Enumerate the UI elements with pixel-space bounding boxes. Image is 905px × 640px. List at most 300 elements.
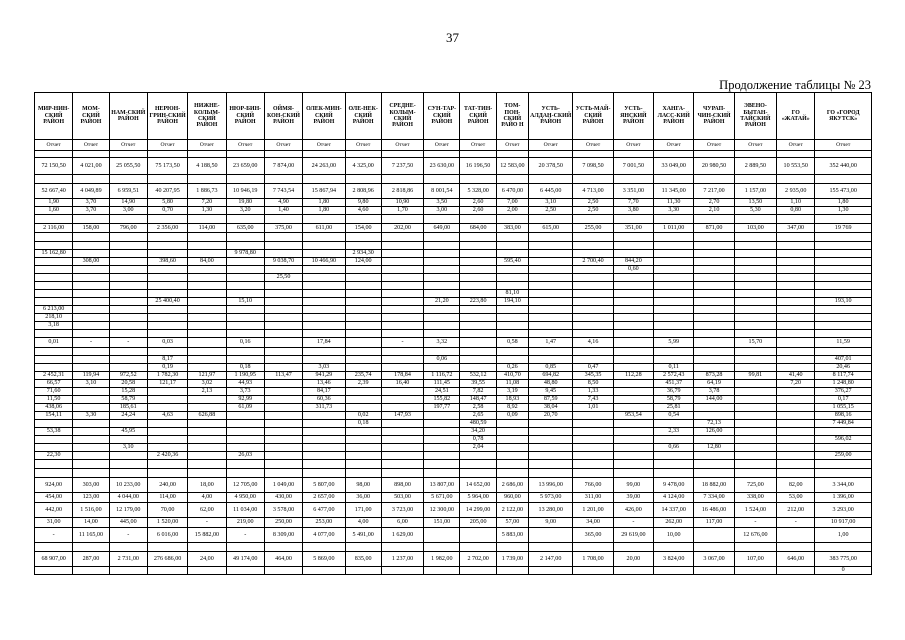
table-cell <box>460 452 496 460</box>
table-cell: 3 293,00 <box>815 503 872 518</box>
table-cell: 2 116,00 <box>35 224 73 233</box>
table-cell: 1 396,00 <box>815 493 872 503</box>
table-cell <box>424 460 460 469</box>
table-cell: 68 907,00 <box>35 552 73 567</box>
table-cell <box>654 452 694 460</box>
table-cell: 23 630,00 <box>424 158 460 175</box>
table-cell <box>109 452 147 460</box>
table-cell: 1 782,30 <box>147 372 187 380</box>
table-cell <box>777 151 815 158</box>
table-cell <box>303 348 345 356</box>
table-cell: 2,10 <box>694 207 734 215</box>
table-cell <box>381 452 423 460</box>
table-cell: 155,82 <box>424 396 460 404</box>
table-cell <box>73 266 109 274</box>
table-cell <box>460 567 496 575</box>
table-cell <box>264 420 302 428</box>
table-cell: 953,54 <box>613 412 653 420</box>
table-cell: 2 935,00 <box>777 184 815 199</box>
table-cell <box>496 314 528 322</box>
table-cell <box>734 175 776 184</box>
column-subheader: Отчет <box>460 140 496 151</box>
table-cell <box>654 151 694 158</box>
table-cell: 84,00 <box>188 258 226 266</box>
column-subheader: Отчет <box>226 140 264 151</box>
table-cell <box>654 282 694 290</box>
table-cell: 3,00 <box>109 207 147 215</box>
table-cell <box>529 151 573 158</box>
table-cell <box>381 274 423 282</box>
table-cell: 4 049,89 <box>73 184 109 199</box>
table-cell: 7,82 <box>460 388 496 396</box>
table-cell: 1,00 <box>815 528 872 543</box>
table-cell <box>496 233 528 242</box>
table-cell <box>460 469 496 478</box>
table-cell: 235,74 <box>345 372 381 380</box>
table-cell: 12 705,00 <box>226 478 264 493</box>
table-cell <box>777 348 815 356</box>
table-row <box>35 242 872 250</box>
table-cell: 972,52 <box>109 372 147 380</box>
table-cell <box>694 242 734 250</box>
table-cell: 9 478,00 <box>654 478 694 493</box>
table-row <box>35 233 872 242</box>
table-cell <box>815 348 872 356</box>
table-cell <box>109 215 147 224</box>
table-cell <box>109 274 147 282</box>
table-cell: 766,00 <box>573 478 613 493</box>
table-cell: 338,00 <box>734 493 776 503</box>
table-cell: 262,00 <box>654 518 694 528</box>
table-cell <box>109 151 147 158</box>
table-cell <box>573 420 613 428</box>
table-cell: 20,46 <box>815 364 872 372</box>
table-cell: 20,00 <box>613 552 653 567</box>
column-subheader: Отчет <box>496 140 528 151</box>
table-cell <box>460 356 496 364</box>
table-cell <box>264 330 302 338</box>
table-cell <box>460 233 496 242</box>
column-header: МИР-НИН-СКИЙ РАЙОН <box>35 93 73 140</box>
table-cell <box>345 460 381 469</box>
table-cell: 2 572,43 <box>654 372 694 380</box>
table-cell: 114,00 <box>188 224 226 233</box>
table-row <box>35 518 872 528</box>
table-cell <box>734 290 776 298</box>
table-cell <box>815 460 872 469</box>
table-cell: 6 445,00 <box>529 184 573 199</box>
table-cell <box>424 215 460 224</box>
table-cell <box>573 428 613 436</box>
table-cell <box>264 469 302 478</box>
table-cell <box>109 314 147 322</box>
table-cell <box>496 306 528 314</box>
table-cell: - <box>73 338 109 348</box>
table-cell <box>109 290 147 298</box>
table-cell <box>529 436 573 444</box>
table-cell <box>496 428 528 436</box>
table-cell <box>264 306 302 314</box>
table-cell <box>188 436 226 444</box>
table-cell <box>264 298 302 306</box>
table-cell <box>35 242 73 250</box>
table-cell <box>381 567 423 575</box>
table-cell: 22,30 <box>35 452 73 460</box>
table-cell: 49 174,00 <box>226 552 264 567</box>
table-cell <box>226 444 264 452</box>
table-cell <box>35 567 73 575</box>
table-cell <box>654 460 694 469</box>
table-cell: 0,16 <box>226 338 264 348</box>
table-cell: 2,65 <box>460 412 496 420</box>
table-cell: 1,40 <box>264 207 302 215</box>
table-cell <box>345 290 381 298</box>
table-cell: 383 775,00 <box>815 552 872 567</box>
table-cell <box>694 322 734 330</box>
table-cell <box>815 274 872 282</box>
table-cell <box>529 215 573 224</box>
table-cell <box>777 298 815 306</box>
table-cell <box>109 356 147 364</box>
table-cell: 5 807,00 <box>303 478 345 493</box>
table-cell: 1 011,00 <box>654 224 694 233</box>
table-cell <box>109 460 147 469</box>
table-cell <box>264 428 302 436</box>
table-cell: 365,00 <box>573 528 613 543</box>
table-cell: 0,85 <box>529 364 573 372</box>
table-cell <box>734 543 776 552</box>
table-cell: 5 973,00 <box>529 493 573 503</box>
table-cell <box>613 436 653 444</box>
table-cell: 0,11 <box>654 364 694 372</box>
table-cell <box>303 330 345 338</box>
table-cell <box>529 528 573 543</box>
table-cell <box>734 298 776 306</box>
table-cell <box>815 242 872 250</box>
table-cell: 53,00 <box>777 493 815 503</box>
table-row <box>35 364 872 372</box>
table-cell: 25,50 <box>264 274 302 282</box>
table-cell <box>303 151 345 158</box>
table-cell <box>777 388 815 396</box>
subheader-row <box>35 140 872 151</box>
table-cell: 155 473,00 <box>815 184 872 199</box>
table-cell <box>573 436 613 444</box>
table-row <box>35 348 872 356</box>
table-cell <box>529 428 573 436</box>
table-row <box>35 338 872 348</box>
table-cell: 10 233,00 <box>109 478 147 493</box>
table-cell <box>35 258 73 266</box>
table-cell <box>73 314 109 322</box>
table-cell <box>345 388 381 396</box>
table-cell <box>777 452 815 460</box>
table-cell <box>777 528 815 543</box>
table-cell: 451,37 <box>654 380 694 388</box>
table-cell: 114,00 <box>147 493 187 503</box>
table-cell <box>188 543 226 552</box>
table-cell: 2 686,00 <box>496 478 528 493</box>
table-cell <box>303 298 345 306</box>
table-cell <box>424 330 460 338</box>
table-row <box>35 290 872 298</box>
table-cell <box>73 250 109 258</box>
table-cell <box>734 242 776 250</box>
table-row <box>35 314 872 322</box>
table-cell: 16 486,00 <box>694 503 734 518</box>
table-cell: 11 345,00 <box>654 184 694 199</box>
table-cell: 398,60 <box>147 258 187 266</box>
table-cell: 2,00 <box>496 207 528 215</box>
table-cell: 3 723,00 <box>381 503 423 518</box>
table-cell <box>654 274 694 282</box>
table-cell: 9,00 <box>529 518 573 528</box>
column-subheader: Отчет <box>345 140 381 151</box>
table-cell <box>573 290 613 298</box>
table-cell: 12 300,00 <box>424 503 460 518</box>
table-cell: 1 116,72 <box>424 372 460 380</box>
table-cell: 87,59 <box>529 396 573 404</box>
table-cell: - <box>109 338 147 348</box>
column-subheader: Отчет <box>424 140 460 151</box>
table-cell <box>573 233 613 242</box>
table-cell: 626,88 <box>188 412 226 420</box>
table-row <box>35 452 872 460</box>
table-cell <box>188 338 226 348</box>
table-row <box>35 436 872 444</box>
table-cell <box>460 338 496 348</box>
table-cell: 15 882,00 <box>188 528 226 543</box>
table-cell <box>147 460 187 469</box>
table-cell: 835,00 <box>345 552 381 567</box>
table-cell: 2,39 <box>345 380 381 388</box>
table-cell <box>264 175 302 184</box>
table-cell <box>734 452 776 460</box>
table-cell <box>496 274 528 282</box>
table-cell: 13 996,00 <box>529 478 573 493</box>
table-cell <box>529 444 573 452</box>
table-cell <box>226 543 264 552</box>
table-cell: 532,12 <box>460 372 496 380</box>
table-cell: 6 470,00 <box>496 184 528 199</box>
table-cell <box>613 380 653 388</box>
table-cell <box>264 452 302 460</box>
table-cell: 480,59 <box>460 420 496 428</box>
column-subheader: Отчет <box>613 140 653 151</box>
table-cell: 844,20 <box>613 258 653 266</box>
table-cell <box>345 306 381 314</box>
table-cell <box>734 282 776 290</box>
table-cell: 12 676,00 <box>734 528 776 543</box>
table-cell <box>694 258 734 266</box>
table-cell: 3,10 <box>529 199 573 207</box>
table-cell <box>147 543 187 552</box>
table-cell <box>496 250 528 258</box>
table-cell <box>188 452 226 460</box>
table-cell <box>73 306 109 314</box>
table-cell: 5 869,00 <box>303 552 345 567</box>
table-cell: 21,20 <box>424 298 460 306</box>
table-cell <box>381 348 423 356</box>
table-cell: 287,00 <box>73 552 109 567</box>
table-cell <box>345 274 381 282</box>
table-cell: 2 122,00 <box>496 503 528 518</box>
table-cell <box>35 420 73 428</box>
table-cell <box>264 460 302 469</box>
table-cell: 1 157,00 <box>734 184 776 199</box>
table-cell: 0,06 <box>424 356 460 364</box>
table-cell <box>424 266 460 274</box>
table-cell <box>694 266 734 274</box>
table-cell <box>424 314 460 322</box>
table-cell <box>496 444 528 452</box>
table-cell <box>529 290 573 298</box>
table-row <box>35 151 872 158</box>
table-cell <box>381 420 423 428</box>
table-cell <box>73 330 109 338</box>
column-subheader: Отчет <box>694 140 734 151</box>
table-cell: 694,82 <box>529 372 573 380</box>
table-cell <box>147 322 187 330</box>
column-header: ОЙМЯ-КОН-СКИЙ РАЙОН <box>264 93 302 140</box>
column-header: ЭВЕНО-БЫТАН-ТАЙСКИЙ РАЙОН <box>734 93 776 140</box>
table-cell <box>613 306 653 314</box>
table-cell <box>613 420 653 428</box>
table-cell <box>573 151 613 158</box>
table-cell <box>777 258 815 266</box>
table-cell <box>424 233 460 242</box>
table-cell <box>264 348 302 356</box>
table-cell <box>109 258 147 266</box>
table-cell <box>345 266 381 274</box>
table-cell: 2 452,31 <box>35 372 73 380</box>
table-cell: 154,11 <box>35 412 73 420</box>
table-cell <box>734 233 776 242</box>
table-cell: 1,33 <box>573 388 613 396</box>
table-cell: 11,08 <box>496 380 528 388</box>
table-cell: 2 700,40 <box>573 258 613 266</box>
table-cell <box>694 306 734 314</box>
table-cell: 2 808,96 <box>345 184 381 199</box>
table-row <box>35 567 872 575</box>
table-cell <box>777 242 815 250</box>
table-cell <box>381 151 423 158</box>
table-cell <box>109 233 147 242</box>
table-row <box>35 380 872 388</box>
table-cell: 1 739,00 <box>496 552 528 567</box>
table-cell <box>613 396 653 404</box>
table-cell: 1,30 <box>188 207 226 215</box>
column-subheader: Отчет <box>734 140 776 151</box>
table-cell: 4 124,00 <box>654 493 694 503</box>
table-cell: 15,70 <box>734 338 776 348</box>
table-cell: 81,10 <box>496 290 528 298</box>
table-cell: 151,00 <box>424 518 460 528</box>
table-row <box>35 478 872 493</box>
table-cell: 960,00 <box>496 493 528 503</box>
table-cell: 351,00 <box>613 224 653 233</box>
table-cell <box>777 404 815 412</box>
table-cell <box>496 436 528 444</box>
table-cell: 18,93 <box>496 396 528 404</box>
table-cell <box>303 356 345 364</box>
table-cell <box>345 322 381 330</box>
table-cell: 646,00 <box>777 552 815 567</box>
table-cell: 75 173,50 <box>147 158 187 175</box>
table-row <box>35 215 872 224</box>
table-cell: 11 165,00 <box>73 528 109 543</box>
table-cell <box>654 298 694 306</box>
table-cell: 0,60 <box>613 266 653 274</box>
table-cell <box>496 282 528 290</box>
table-cell: 5,30 <box>734 207 776 215</box>
table-cell <box>303 460 345 469</box>
table-cell <box>109 436 147 444</box>
table-cell <box>815 266 872 274</box>
table-cell <box>613 428 653 436</box>
table-cell: 308,00 <box>73 258 109 266</box>
table-cell: 9 038,70 <box>264 258 302 266</box>
table-cell: 92,99 <box>226 396 264 404</box>
table-cell <box>734 364 776 372</box>
table-cell <box>345 348 381 356</box>
table-cell <box>147 436 187 444</box>
table-cell: 3,70 <box>73 199 109 207</box>
table-cell <box>35 215 73 224</box>
table-cell <box>147 404 187 412</box>
table-cell <box>694 404 734 412</box>
table-cell <box>613 460 653 469</box>
table-cell <box>226 306 264 314</box>
table-cell <box>147 274 187 282</box>
table-cell <box>381 543 423 552</box>
table-cell <box>35 175 73 184</box>
table-cell <box>109 306 147 314</box>
table-cell <box>777 460 815 469</box>
table-cell: 14 337,00 <box>654 503 694 518</box>
table-cell: 84,17 <box>303 388 345 396</box>
table-cell: 48,80 <box>529 380 573 388</box>
table-cell <box>529 242 573 250</box>
table-cell <box>529 306 573 314</box>
table-cell: 5 491,00 <box>345 528 381 543</box>
table-cell <box>815 314 872 322</box>
table-cell: 26,03 <box>226 452 264 460</box>
table-cell <box>424 242 460 250</box>
table-cell <box>381 404 423 412</box>
table-cell <box>734 380 776 388</box>
table-cell: 4 325,00 <box>345 158 381 175</box>
table-cell: 4 188,50 <box>188 158 226 175</box>
table-cell: 212,00 <box>777 503 815 518</box>
table-cell <box>613 338 653 348</box>
table-cell <box>35 460 73 469</box>
table-row <box>35 330 872 338</box>
table-cell <box>381 330 423 338</box>
table-cell <box>613 322 653 330</box>
table-cell <box>303 306 345 314</box>
table-cell <box>734 274 776 282</box>
table-cell: 71,60 <box>35 388 73 396</box>
table-cell <box>529 469 573 478</box>
table-cell <box>381 364 423 372</box>
table-cell <box>613 567 653 575</box>
table-cell: 39,00 <box>613 493 653 503</box>
table-cell: 0,80 <box>777 207 815 215</box>
table-cell: 2,50 <box>529 207 573 215</box>
table-cell <box>73 396 109 404</box>
table-cell <box>188 242 226 250</box>
